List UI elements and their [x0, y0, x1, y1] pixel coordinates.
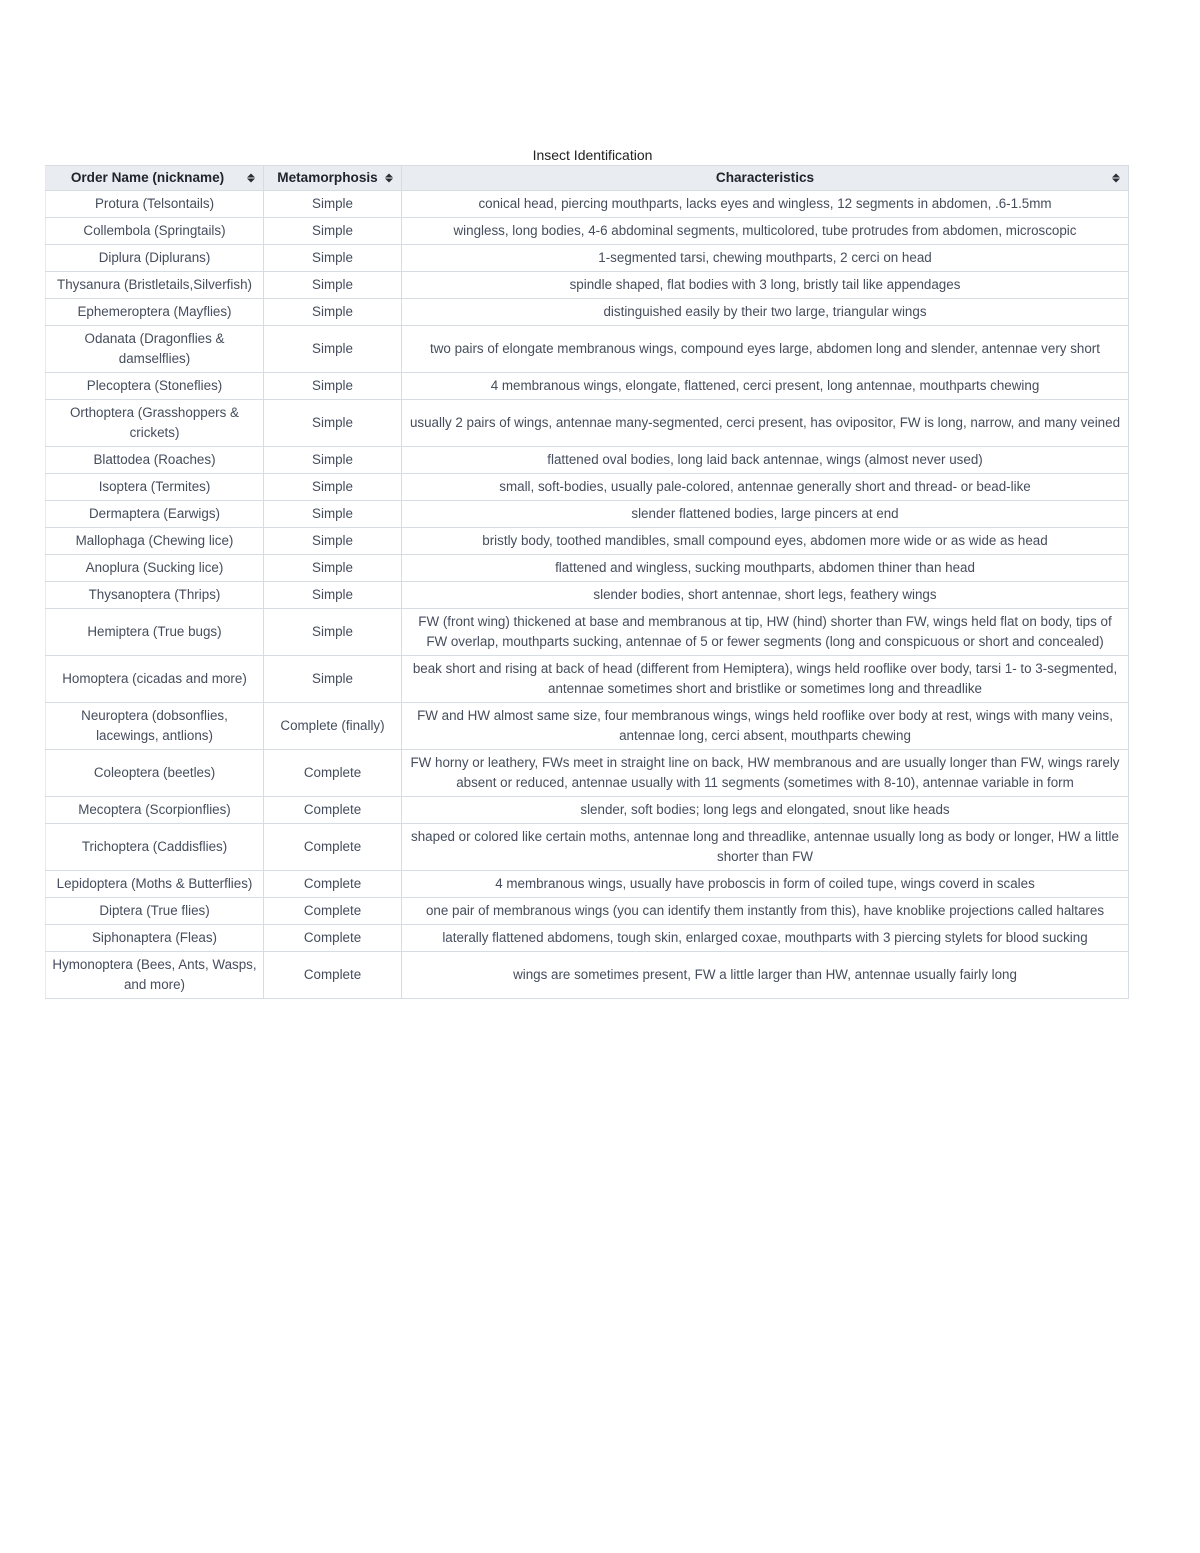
cell-order-name: Orthoptera (Grasshoppers & crickets): [46, 400, 264, 447]
column-header-order[interactable]: [46, 166, 264, 191]
cell-characteristics: two pairs of elongate membranous wings, compound eyes large, abdomen long and slender, antennae very short: [402, 326, 1129, 373]
cell-metamorphosis: Simple: [264, 191, 402, 218]
cell-characteristics: flattened oval bodies, long laid back antennae, wings (almost never used): [402, 447, 1129, 474]
sort-icon[interactable]: [1112, 174, 1120, 183]
cell-metamorphosis: Simple: [264, 582, 402, 609]
table-row: [46, 925, 1129, 952]
cell-metamorphosis: Simple: [264, 272, 402, 299]
column-header-characteristics[interactable]: [402, 166, 1129, 191]
cell-order-name: Mallophaga (Chewing lice): [46, 528, 264, 555]
cell-order-name: Protura (Telsontails): [46, 191, 264, 218]
cell-metamorphosis: Simple: [264, 400, 402, 447]
cell-metamorphosis: Complete: [264, 797, 402, 824]
table-row: [46, 245, 1129, 272]
cell-characteristics: shaped or colored like certain moths, antennae long and threadlike, antennae usually long as body or longer, HW a little shorter than FW: [402, 824, 1129, 871]
cell-metamorphosis: Simple: [264, 501, 402, 528]
cell-metamorphosis: Complete: [264, 824, 402, 871]
cell-order-name: Odanata (Dragonflies & damselflies): [46, 326, 264, 373]
cell-metamorphosis: Simple: [264, 326, 402, 373]
table-row: [46, 656, 1129, 703]
cell-metamorphosis: Simple: [264, 656, 402, 703]
table-row: [46, 703, 1129, 750]
table-row: [46, 750, 1129, 797]
table-header-row: [46, 166, 1129, 191]
table-row: [46, 272, 1129, 299]
cell-characteristics: flattened and wingless, sucking mouthparts, abdomen thiner than head: [402, 555, 1129, 582]
cell-characteristics: small, soft-bodies, usually pale-colored, antennae generally short and thread- or bead-like: [402, 474, 1129, 501]
cell-order-name: Blattodea (Roaches): [46, 447, 264, 474]
table-body: [46, 191, 1129, 999]
cell-order-name: Anoplura (Sucking lice): [46, 555, 264, 582]
cell-order-name: Lepidoptera (Moths & Butterflies): [46, 871, 264, 898]
table-row: [46, 501, 1129, 528]
cell-order-name: Siphonaptera (Fleas): [46, 925, 264, 952]
cell-order-name: Diptera (True flies): [46, 898, 264, 925]
cell-metamorphosis: Complete: [264, 871, 402, 898]
cell-characteristics: wingless, long bodies, 4-6 abdominal segments, multicolored, tube protrudes from abdomen, microscopic: [402, 218, 1129, 245]
table-row: [46, 326, 1129, 373]
cell-characteristics: slender bodies, short antennae, short legs, feathery wings: [402, 582, 1129, 609]
cell-characteristics: conical head, piercing mouthparts, lacks eyes and wingless, 12 segments in abdomen, .6-1.5mm: [402, 191, 1129, 218]
cell-order-name: Neuroptera (dobsonflies, lacewings, antlions): [46, 703, 264, 750]
cell-characteristics: slender flattened bodies, large pincers at end: [402, 501, 1129, 528]
cell-metamorphosis: Simple: [264, 555, 402, 582]
cell-order-name: Thysanura (Bristletails,Silverfish): [46, 272, 264, 299]
sort-icon[interactable]: [385, 174, 393, 183]
column-header-metamorphosis-label: Metamorphosis: [277, 170, 378, 185]
cell-characteristics: 4 membranous wings, usually have proboscis in form of coiled tupe, wings coverd in scales: [402, 871, 1129, 898]
cell-order-name: Hemiptera (True bugs): [46, 609, 264, 656]
table-row: [46, 824, 1129, 871]
table-row: [46, 400, 1129, 447]
table-row: [46, 447, 1129, 474]
table-row: [46, 582, 1129, 609]
cell-metamorphosis: Simple: [264, 218, 402, 245]
cell-order-name: Isoptera (Termites): [46, 474, 264, 501]
cell-metamorphosis: Simple: [264, 609, 402, 656]
cell-metamorphosis: Complete: [264, 898, 402, 925]
table-row: [46, 299, 1129, 326]
cell-characteristics: laterally flattened abdomens, tough skin, enlarged coxae, mouthparts with 3 piercing stylets for blood sucking: [402, 925, 1129, 952]
cell-characteristics: spindle shaped, flat bodies with 3 long, bristly tail like appendages: [402, 272, 1129, 299]
table-row: [46, 474, 1129, 501]
insect-table: [45, 165, 1129, 999]
table-row: [46, 191, 1129, 218]
cell-characteristics: wings are sometimes present, FW a little larger than HW, antennae usually fairly long: [402, 952, 1129, 999]
cell-metamorphosis: Complete (finally): [264, 703, 402, 750]
cell-metamorphosis: Simple: [264, 373, 402, 400]
cell-metamorphosis: Complete: [264, 750, 402, 797]
cell-metamorphosis: Complete: [264, 925, 402, 952]
cell-order-name: Ephemeroptera (Mayflies): [46, 299, 264, 326]
cell-characteristics: usually 2 pairs of wings, antennae many-segmented, cerci present, has ovipositor, FW is long, narrow, and many veined: [402, 400, 1129, 447]
table-row: [46, 797, 1129, 824]
cell-characteristics: FW horny or leathery, FWs meet in straight line on back, HW membranous and are usually longer than FW, wings rarely absent or reduced, antennae usually with 11 segments (sometimes with 8-10), antennae variable in form: [402, 750, 1129, 797]
cell-order-name: Trichoptera (Caddisflies): [46, 824, 264, 871]
cell-characteristics: FW and HW almost same size, four membranous wings, wings held rooflike over body at rest, wings with many veins, antennae long, cerci absent, mouthparts chewing: [402, 703, 1129, 750]
table-row: [46, 528, 1129, 555]
cell-order-name: Hymonoptera (Bees, Ants, Wasps, and more): [46, 952, 264, 999]
cell-characteristics: distinguished easily by their two large, triangular wings: [402, 299, 1129, 326]
cell-metamorphosis: Simple: [264, 447, 402, 474]
cell-order-name: Thysanoptera (Thrips): [46, 582, 264, 609]
cell-metamorphosis: Complete: [264, 952, 402, 999]
cell-order-name: Coleoptera (beetles): [46, 750, 264, 797]
cell-metamorphosis: Simple: [264, 245, 402, 272]
table-row: [46, 952, 1129, 999]
cell-characteristics: bristly body, toothed mandibles, small compound eyes, abdomen more wide or as wide as head: [402, 528, 1129, 555]
cell-metamorphosis: Simple: [264, 474, 402, 501]
sort-icon[interactable]: [247, 174, 255, 183]
cell-characteristics: one pair of membranous wings (you can identify them instantly from this), have knoblike projections called haltares: [402, 898, 1129, 925]
table-row: [46, 373, 1129, 400]
cell-characteristics: beak short and rising at back of head (different from Hemiptera), wings held rooflike over body, tarsi 1- to 3-segmented, antennae sometimes short and bristlike or sometimes long and threadlike: [402, 656, 1129, 703]
table-row: [46, 871, 1129, 898]
cell-characteristics: 4 membranous wings, elongate, flattened, cerci present, long antennae, mouthparts chewing: [402, 373, 1129, 400]
column-header-metamorphosis[interactable]: [264, 166, 402, 191]
page-title: Insect Identification: [532, 147, 653, 163]
cell-order-name: Homoptera (cicadas and more): [46, 656, 264, 703]
cell-order-name: Plecoptera (Stoneflies): [46, 373, 264, 400]
cell-order-name: Collembola (Springtails): [46, 218, 264, 245]
cell-order-name: Dermaptera (Earwigs): [46, 501, 264, 528]
cell-characteristics: FW (front wing) thickened at base and membranous at tip, HW (hind) shorter than FW, wings held flat on body, tips of FW overlap, mouthparts sucking, antennae of 5 or fewer segments (long and conspicuous or short and concealed): [402, 609, 1129, 656]
table-row: [46, 555, 1129, 582]
cell-order-name: Mecoptera (Scorpionflies): [46, 797, 264, 824]
cell-metamorphosis: Simple: [264, 299, 402, 326]
cell-characteristics: slender, soft bodies; long legs and elongated, snout like heads: [402, 797, 1129, 824]
cell-metamorphosis: Simple: [264, 528, 402, 555]
table-row: [46, 898, 1129, 925]
table-row: [46, 218, 1129, 245]
column-header-order-label: Order Name (nickname): [70, 170, 225, 185]
column-header-characteristics-label: Characteristics: [715, 170, 815, 185]
table-row: [46, 609, 1129, 656]
cell-order-name: Diplura (Diplurans): [46, 245, 264, 272]
cell-characteristics: 1-segmented tarsi, chewing mouthparts, 2 cerci on head: [402, 245, 1129, 272]
